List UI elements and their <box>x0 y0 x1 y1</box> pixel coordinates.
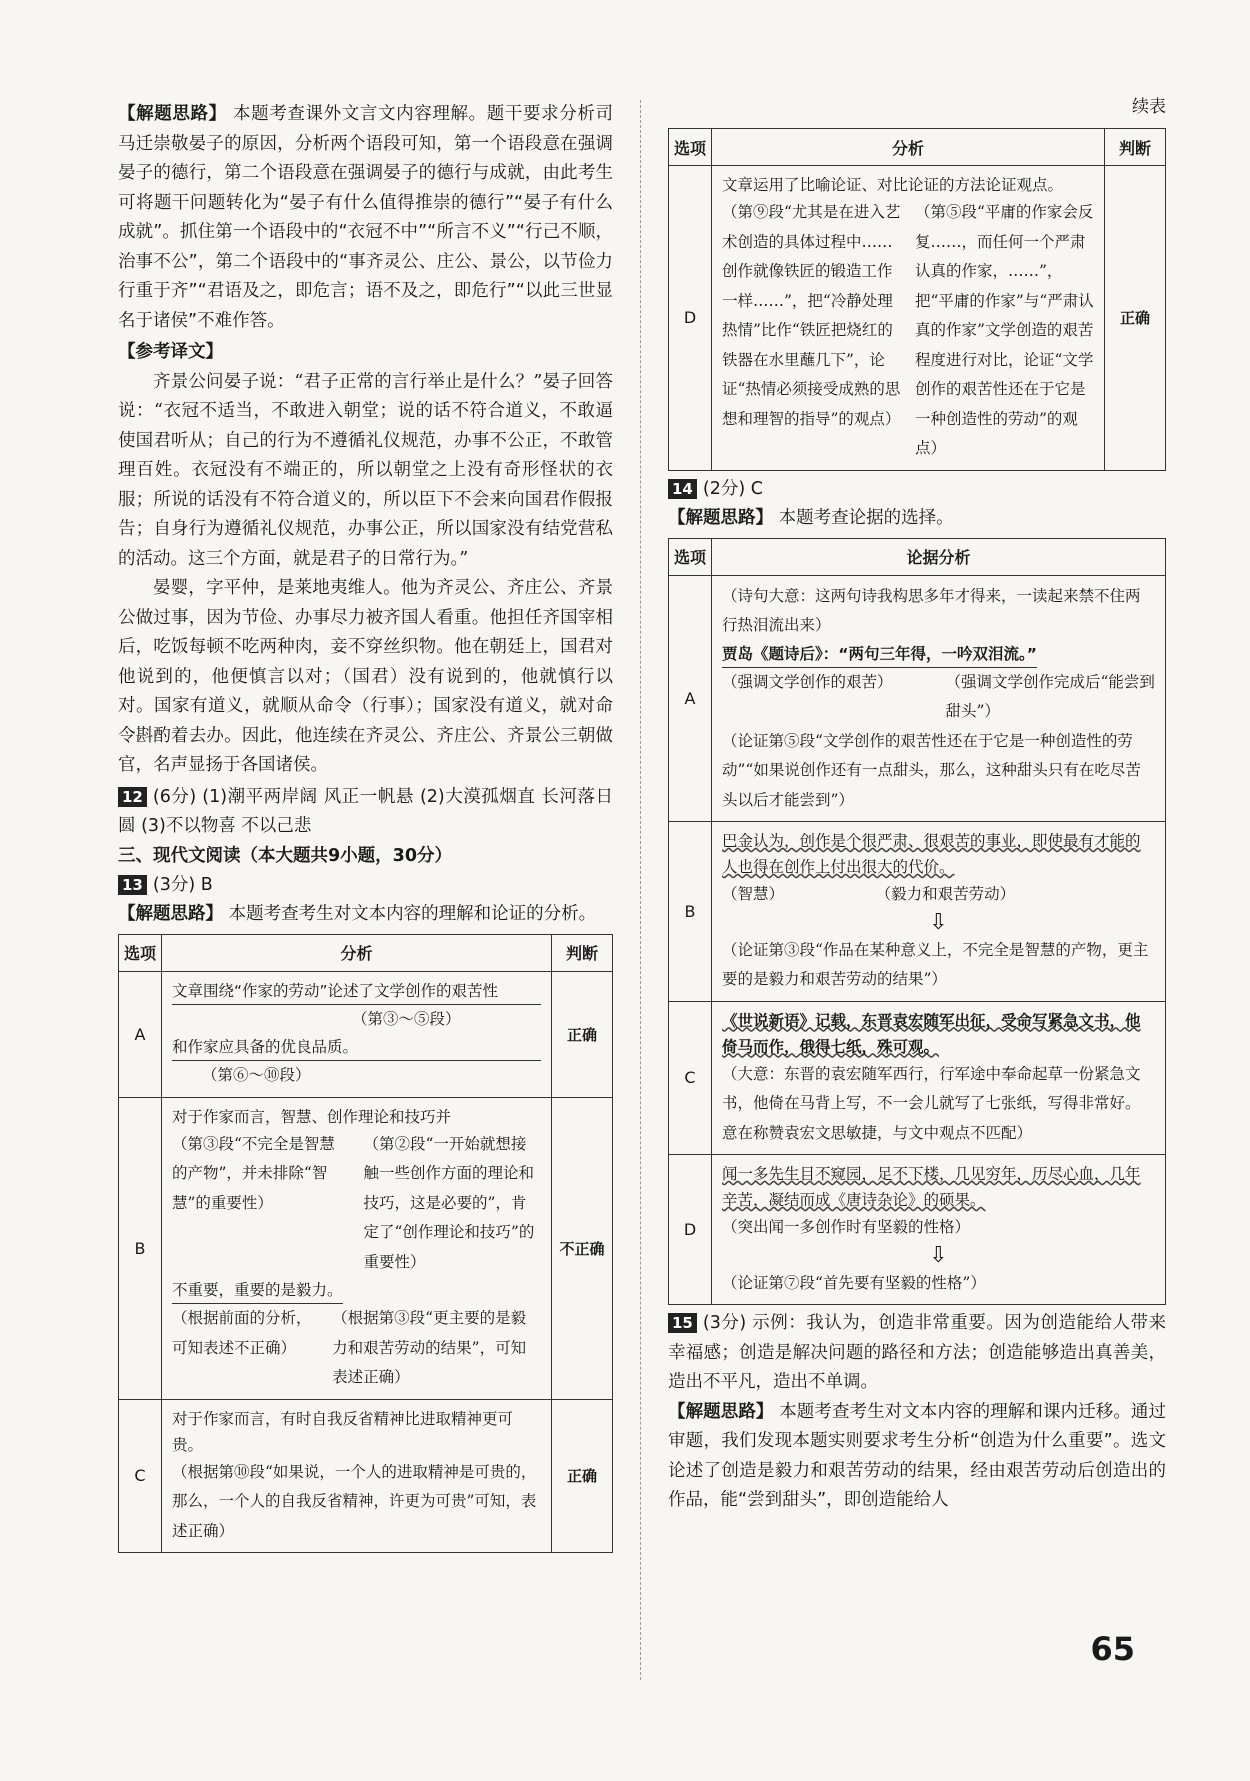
header-option: 选项 <box>669 129 712 166</box>
analysis-c <box>162 1399 552 1553</box>
evidence-b-note3: （论证第③段“作品在某种意义上，不完全是智慧的产物，更主要的是毅力和艰苦劳动的结果”） <box>722 940 1149 988</box>
table-row <box>669 822 1166 1002</box>
table-header-row <box>119 934 613 971</box>
evidence-b-note2: （毅力和艰苦劳动） <box>875 885 1016 903</box>
translation-para-1: 齐景公问晏子说：“君子正常的言行举止是什么？”晏子回答说：“衣冠不适当，不敢进入朝堂；说的话不符合道义，不敢逼使国君听从；自己的行为不遵循礼仪规范，办事不公正，不敢管理百姓。衣冠没有不端正的，所以朝堂之上没有奇形怪状的衣服；所说的话没有不符合道义的，所以臣下不会来向国君作假报告；自身行为遵循礼仪规范，办事公正，所以国家没有结党营私的活动。这三个方面，就是君子的日常行为。” <box>118 371 613 569</box>
judgement-a: 正确 <box>552 971 613 1097</box>
evidence-d-note1: （突出闻一多创作时有坚毅的性格） <box>722 1218 971 1236</box>
q13-answer <box>118 871 613 901</box>
analysis-b-note4: （根据第③段“更主要的是毅力和艰苦劳动的结果”，可知表述正确） <box>332 1309 527 1386</box>
analysis-a-line1: 文章围绕“作家的劳动”论述了文学创作的艰苦性 <box>172 978 541 1005</box>
table-row <box>669 166 1166 471</box>
table-row <box>669 575 1166 822</box>
evidence-b-notes <box>722 880 1155 910</box>
table-header-row <box>669 129 1166 166</box>
translation-para-2: 晏婴，字平仲，是莱地夷维人。他为齐灵公、齐庄公、齐景公做过事，因为节俭、办事尽力被齐国人看重。他担任齐国宰相后，吃饭每顿不吃两种肉，妾不穿丝织物。他在朝廷上，国君对他说到的，他便慎言以对；（国君）没有说到的，他就慎行以对。国家有道义，就顺从命令（行事）；国家没有道义，就对命令斟酌着去办。因此，他连续在齐灵公、齐庄公、齐景公三朝做官，名声显扬于各国诸侯。 <box>118 578 613 775</box>
q14-label: 【解题思路】 <box>668 508 773 528</box>
analysis-d-line1: 文章运用了比喻论证、对比论证的方法论证观点。 <box>722 176 1064 194</box>
judgement-c: 正确 <box>552 1399 613 1553</box>
analysis-b-line2: 不重要，重要的是毅力。 <box>172 1277 343 1304</box>
option-a: A <box>119 971 162 1097</box>
translation-label-line <box>118 338 613 368</box>
down-arrow-icon: ⇩ <box>929 1242 948 1268</box>
evidence-b-line1: 巴金认为，创作是个很严肃、很艰苦的事业，即使最有才能的人也得在创作上付出很大的代价。 <box>722 832 1141 876</box>
analysis-b-notes-bottom <box>172 1304 541 1393</box>
table-row <box>669 1155 1166 1305</box>
analysis-c-note1: （根据第⑩段“如果说，一个人的进取精神是可贵的，那么，一个人的自我反省精神，许更为可贵”可知，表述正确） <box>172 1462 537 1540</box>
evidence-d-note2: （论证第⑦段“首先要有坚毅的性格”） <box>722 1273 986 1292</box>
evidence-c-line1: 《世说新语》记载，东晋袁宏随军出征，受命写紧急文书，他倚马而作，俄得七纸，殊可观。 <box>722 1011 1141 1056</box>
header-evidence-analysis: 论据分析 <box>712 538 1166 575</box>
option-d: D <box>669 1155 712 1305</box>
analysis-b-note1: （第③段“不完全是智慧的产物”，并未排除“智慧”的重要性） <box>172 1134 335 1212</box>
analysis-d-note2: （第⑤段“平庸的作家会反复……，而任何一个严肃认真的作家，……”，把“平庸的作家”与“严肃认真的作家”文学创造的艰苦程度进行对比，论证“文学创作的艰苦性还在于它是一种创造性的劳动”的观点） <box>915 203 1094 457</box>
table-row <box>119 1399 613 1553</box>
header-option: 选项 <box>119 934 162 971</box>
evidence-a-note2: （强调文学创作的艰苦） <box>722 672 893 691</box>
table-row <box>119 1097 613 1399</box>
option-b: B <box>669 822 712 1002</box>
q13-desc: 本题考查考生对文本内容的理解和论证的分析。 <box>228 904 597 924</box>
header-judgement: 判断 <box>552 934 613 971</box>
option-d: D <box>669 166 712 471</box>
q15-label: 【解题思路】 <box>668 1401 774 1422</box>
table-header-row <box>669 538 1166 575</box>
evidence-d <box>712 1155 1166 1305</box>
q15-answer <box>668 1309 1166 1398</box>
q15-analysis <box>668 1398 1166 1516</box>
evidence-c <box>712 1001 1166 1155</box>
evidence-a-note4: （论证第⑤段“文学创作的艰苦性还在于它是一种创造性的劳动”“如果说创作还有一点甜头，那么，这种甜头只有在吃尽苦头以后才能尝到”） <box>722 731 1141 809</box>
analysis-c-line1: 对于作家而言，有时自我反省精神比进取精神更可贵。 <box>172 1409 514 1454</box>
q15-number: 15 <box>668 1313 697 1333</box>
q13-text: (3分) B <box>152 874 213 895</box>
evidence-b <box>712 822 1166 1002</box>
evidence-a-notes <box>722 668 1155 727</box>
table-row <box>119 971 613 1097</box>
q13-table-continued <box>668 128 1166 471</box>
q15-text: (3分) 示例：我认为，创造非常重要。因为创造能给人带来幸福感；创造是解决问题的路径和方法；创造能够造出真善美，造出不平凡，造出不单调。 <box>668 1313 1166 1392</box>
analysis-d-notes <box>722 198 1094 464</box>
q12-text: (6分) (1)潮平两岸阔 风正一帆悬 (2)大漠孤烟直 长河落日圆 (3)不以物喜 不以己悲 <box>118 786 613 836</box>
table-row <box>669 1001 1166 1155</box>
column-divider <box>640 100 641 1680</box>
analysis-b-note3: （根据前面的分析，可知表述不正确） <box>172 1309 312 1357</box>
analysis-a-line2: 和作家应具备的优良品质。 <box>172 1034 541 1061</box>
analysis-d-note1: （第⑨段“尤其是在进入艺术创造的具体过程中……创作就像铁匠的锻造工作一样……”，把“冷静处理热情”比作“铁匠把烧红的铁器在水里蘸几下”，论证“热情必须接受成熟的思想和理智的指导”的观点） <box>722 203 901 428</box>
q14-desc: 本题考查论据的选择。 <box>778 508 954 528</box>
q12-number: 12 <box>118 787 147 807</box>
analysis-paragraph <box>118 100 613 336</box>
continued-table-title: 续表 <box>1132 97 1166 117</box>
analysis-text: 本题考查课外文言文内容理解。题干要求分析司马迁崇敬晏子的原因，分析两个语段可知，第一个语段意在强调晏子的德行，第二个语段意在强调晏子的德行与成就，由此考生可将题干问题转化为“晏子有什么值得推崇的德行”“晏子有什么成就”。抓住第一个语段中的“衣冠不中”“所言不义”“行己不顺，治事不公”，第二个语段中的“事齐灵公、庄公、景公，以节俭力行重于齐”“君语及之，即危言；语不及之，即危行”“以此三世显名于诸侯”不难作答。 <box>118 104 614 331</box>
right-column <box>668 97 1167 1516</box>
evidence-c-note1: （大意：东晋的袁宏随军西行，行军途中奉命起草一份紧急文书，他倚在马背上写，不一会儿就写了七张纸，写得非常好。意在称赞袁宏文思敏捷，与文中观点不匹配） <box>722 1064 1141 1142</box>
header-option: 选项 <box>669 538 712 575</box>
option-c: C <box>669 1001 712 1155</box>
analysis-b <box>162 1097 552 1399</box>
left-column <box>118 100 613 1553</box>
translation-label: 【参考译文】 <box>118 342 223 362</box>
analysis-a-note1: （第③～⑤段） <box>352 1009 461 1028</box>
judgement-b: 不正确 <box>552 1097 613 1399</box>
header-analysis: 分析 <box>712 129 1105 166</box>
evidence-a-note3: （强调文学创作完成后“能尝到甜头”） <box>945 672 1155 720</box>
analysis-b-notes-top <box>172 1130 541 1278</box>
down-arrow-icon: ⇩ <box>929 909 948 935</box>
page-number: 65 <box>1090 1630 1135 1668</box>
header-analysis: 分析 <box>162 934 552 971</box>
q15-desc: 本题考查考生对文本内容的理解和课内迁移。通过审题，我们发现本题实则要求考生分析“创造为什么重要”。选文论述了创造是毅力和艰苦劳动的结果，经由艰苦劳动后创造出的作品，能“尝到甜头”，即创造能给人 <box>668 1401 1167 1510</box>
q14-answer <box>668 475 1166 505</box>
header-judgement: 判断 <box>1105 129 1166 166</box>
analysis-label: 【解题思路】 <box>118 104 227 124</box>
q14-analysis <box>668 504 1166 534</box>
section-3-heading: 三、现代文阅读（本大题共9小题，30分） <box>118 845 453 866</box>
evidence-d-line1: 闻一多先生目不窥园，足不下楼，几见穷年，历尽心血，几年辛苦，凝结而成《唐诗杂论》的硕果。 <box>722 1165 1141 1209</box>
q13-number: 13 <box>118 875 147 895</box>
analysis-a-note2: （第⑥～⑩段） <box>202 1066 311 1084</box>
option-b: B <box>119 1097 162 1399</box>
analysis-b-line1: 对于作家而言，智慧、创作理论和技巧并 <box>172 1107 452 1126</box>
q14-number: 14 <box>668 479 697 499</box>
evidence-b-note1: （智慧） <box>722 885 785 903</box>
evidence-a <box>712 575 1166 822</box>
q12-answer <box>118 783 613 842</box>
analysis-a <box>162 971 552 1097</box>
q13-analysis <box>118 900 613 930</box>
judgement-d: 正确 <box>1105 166 1166 471</box>
q14-table <box>668 538 1166 1306</box>
option-c: C <box>119 1399 162 1553</box>
q14-text: (2分) C <box>702 478 763 499</box>
q13-label: 【解题思路】 <box>118 904 223 924</box>
evidence-a-line1: 贾岛《题诗后》：“两句三年得，一吟双泪流。” <box>722 641 1037 668</box>
analysis-d <box>712 166 1105 471</box>
q13-table <box>118 934 613 1554</box>
evidence-a-note1: （诗句大意：这两句诗我构思多年才得来，一读起来禁不住两行热泪流出来） <box>722 586 1141 634</box>
option-a: A <box>669 575 712 822</box>
analysis-b-note2: （第②段“一开始就想接触一些创作方面的理论和技巧，这是必要的”，肯定了“创作理论和技巧”的重要性） <box>363 1134 535 1271</box>
